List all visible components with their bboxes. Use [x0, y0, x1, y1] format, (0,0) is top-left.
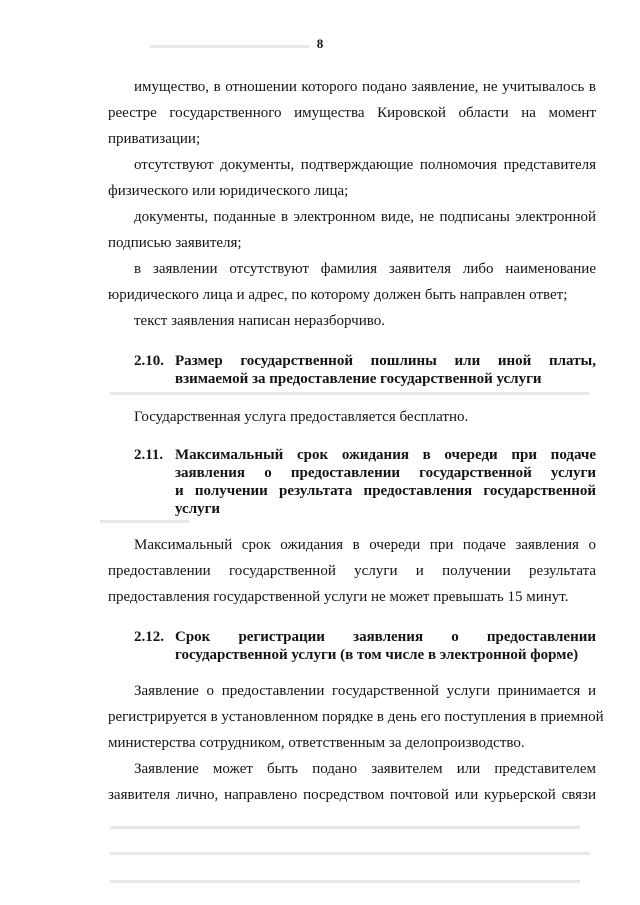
- text-line: предоставления государственной услуги не может превышать 15 минут.: [108, 589, 569, 605]
- section-heading-line: взимаемой за предоставление государственной услуги: [175, 371, 542, 387]
- section-heading-line: услуги: [175, 501, 221, 517]
- section-heading-line: Максимальный срок ожидания в очереди при подаче: [175, 447, 596, 463]
- section-number: 2.10.: [134, 353, 164, 369]
- text-line: отсутствуют документы, подтверждающие полномочия представителя: [134, 157, 596, 173]
- section-heading-line: государственной услуги (в том числе в электронной форме): [175, 647, 579, 663]
- text-line: предоставлении государственной услуги и получении результата: [108, 563, 596, 579]
- section-heading-line: Размер государственной пошлины или иной платы,: [175, 353, 596, 369]
- page-number: 8: [316, 36, 324, 51]
- text-line: реестре государственного имущества Кировской области на момент: [108, 105, 596, 121]
- text-line: имущество, в отношении которого подано заявление, не учитывалось в: [134, 79, 596, 95]
- text-line: подписью заявителя;: [108, 235, 242, 251]
- text-line: регистрируется в установленном порядке в день его поступления в приемной: [108, 709, 604, 725]
- text-line: заявителя лично, направлено посредством почтовой или курьерской связи: [108, 787, 596, 803]
- text-line: текст заявления написан неразборчиво.: [134, 313, 385, 329]
- scan-speck: [110, 880, 580, 883]
- scan-speck: [110, 826, 580, 829]
- text-line: юридического лица и адрес, по которому должен быть направлен ответ;: [108, 287, 568, 303]
- text-line: Максимальный срок ожидания в очереди при подаче заявления о: [134, 537, 596, 553]
- text-line: министерства сотрудником, ответственным за делопроизводство.: [108, 735, 525, 751]
- text-line: Заявление о предоставлении государственной услуги принимается и: [134, 683, 596, 699]
- section-number: 2.11.: [134, 447, 164, 463]
- scan-speck: [150, 45, 310, 48]
- scan-speck: [100, 520, 190, 523]
- scan-speck: [110, 852, 590, 855]
- text-line: Заявление может быть подано заявителем или представителем: [134, 761, 596, 777]
- text-line: документы, поданные в электронном виде, не подписаны электронной: [134, 209, 596, 225]
- section-heading-line: заявления о предоставлении государственной услуги: [175, 465, 596, 481]
- section-heading-line: и получении результата предоставления государственной: [175, 483, 596, 499]
- scan-speck: [110, 392, 590, 395]
- section-number: 2.12.: [134, 629, 164, 645]
- text-line: приватизации;: [108, 131, 201, 147]
- section-text: Государственная услуга предоставляется бесплатно.: [134, 409, 469, 425]
- text-line: физического или юридического лица;: [108, 183, 349, 199]
- section-heading-line: Срок регистрации заявления о предоставлении: [175, 629, 596, 645]
- text-line: в заявлении отсутствуют фамилия заявителя либо наименование: [134, 261, 596, 277]
